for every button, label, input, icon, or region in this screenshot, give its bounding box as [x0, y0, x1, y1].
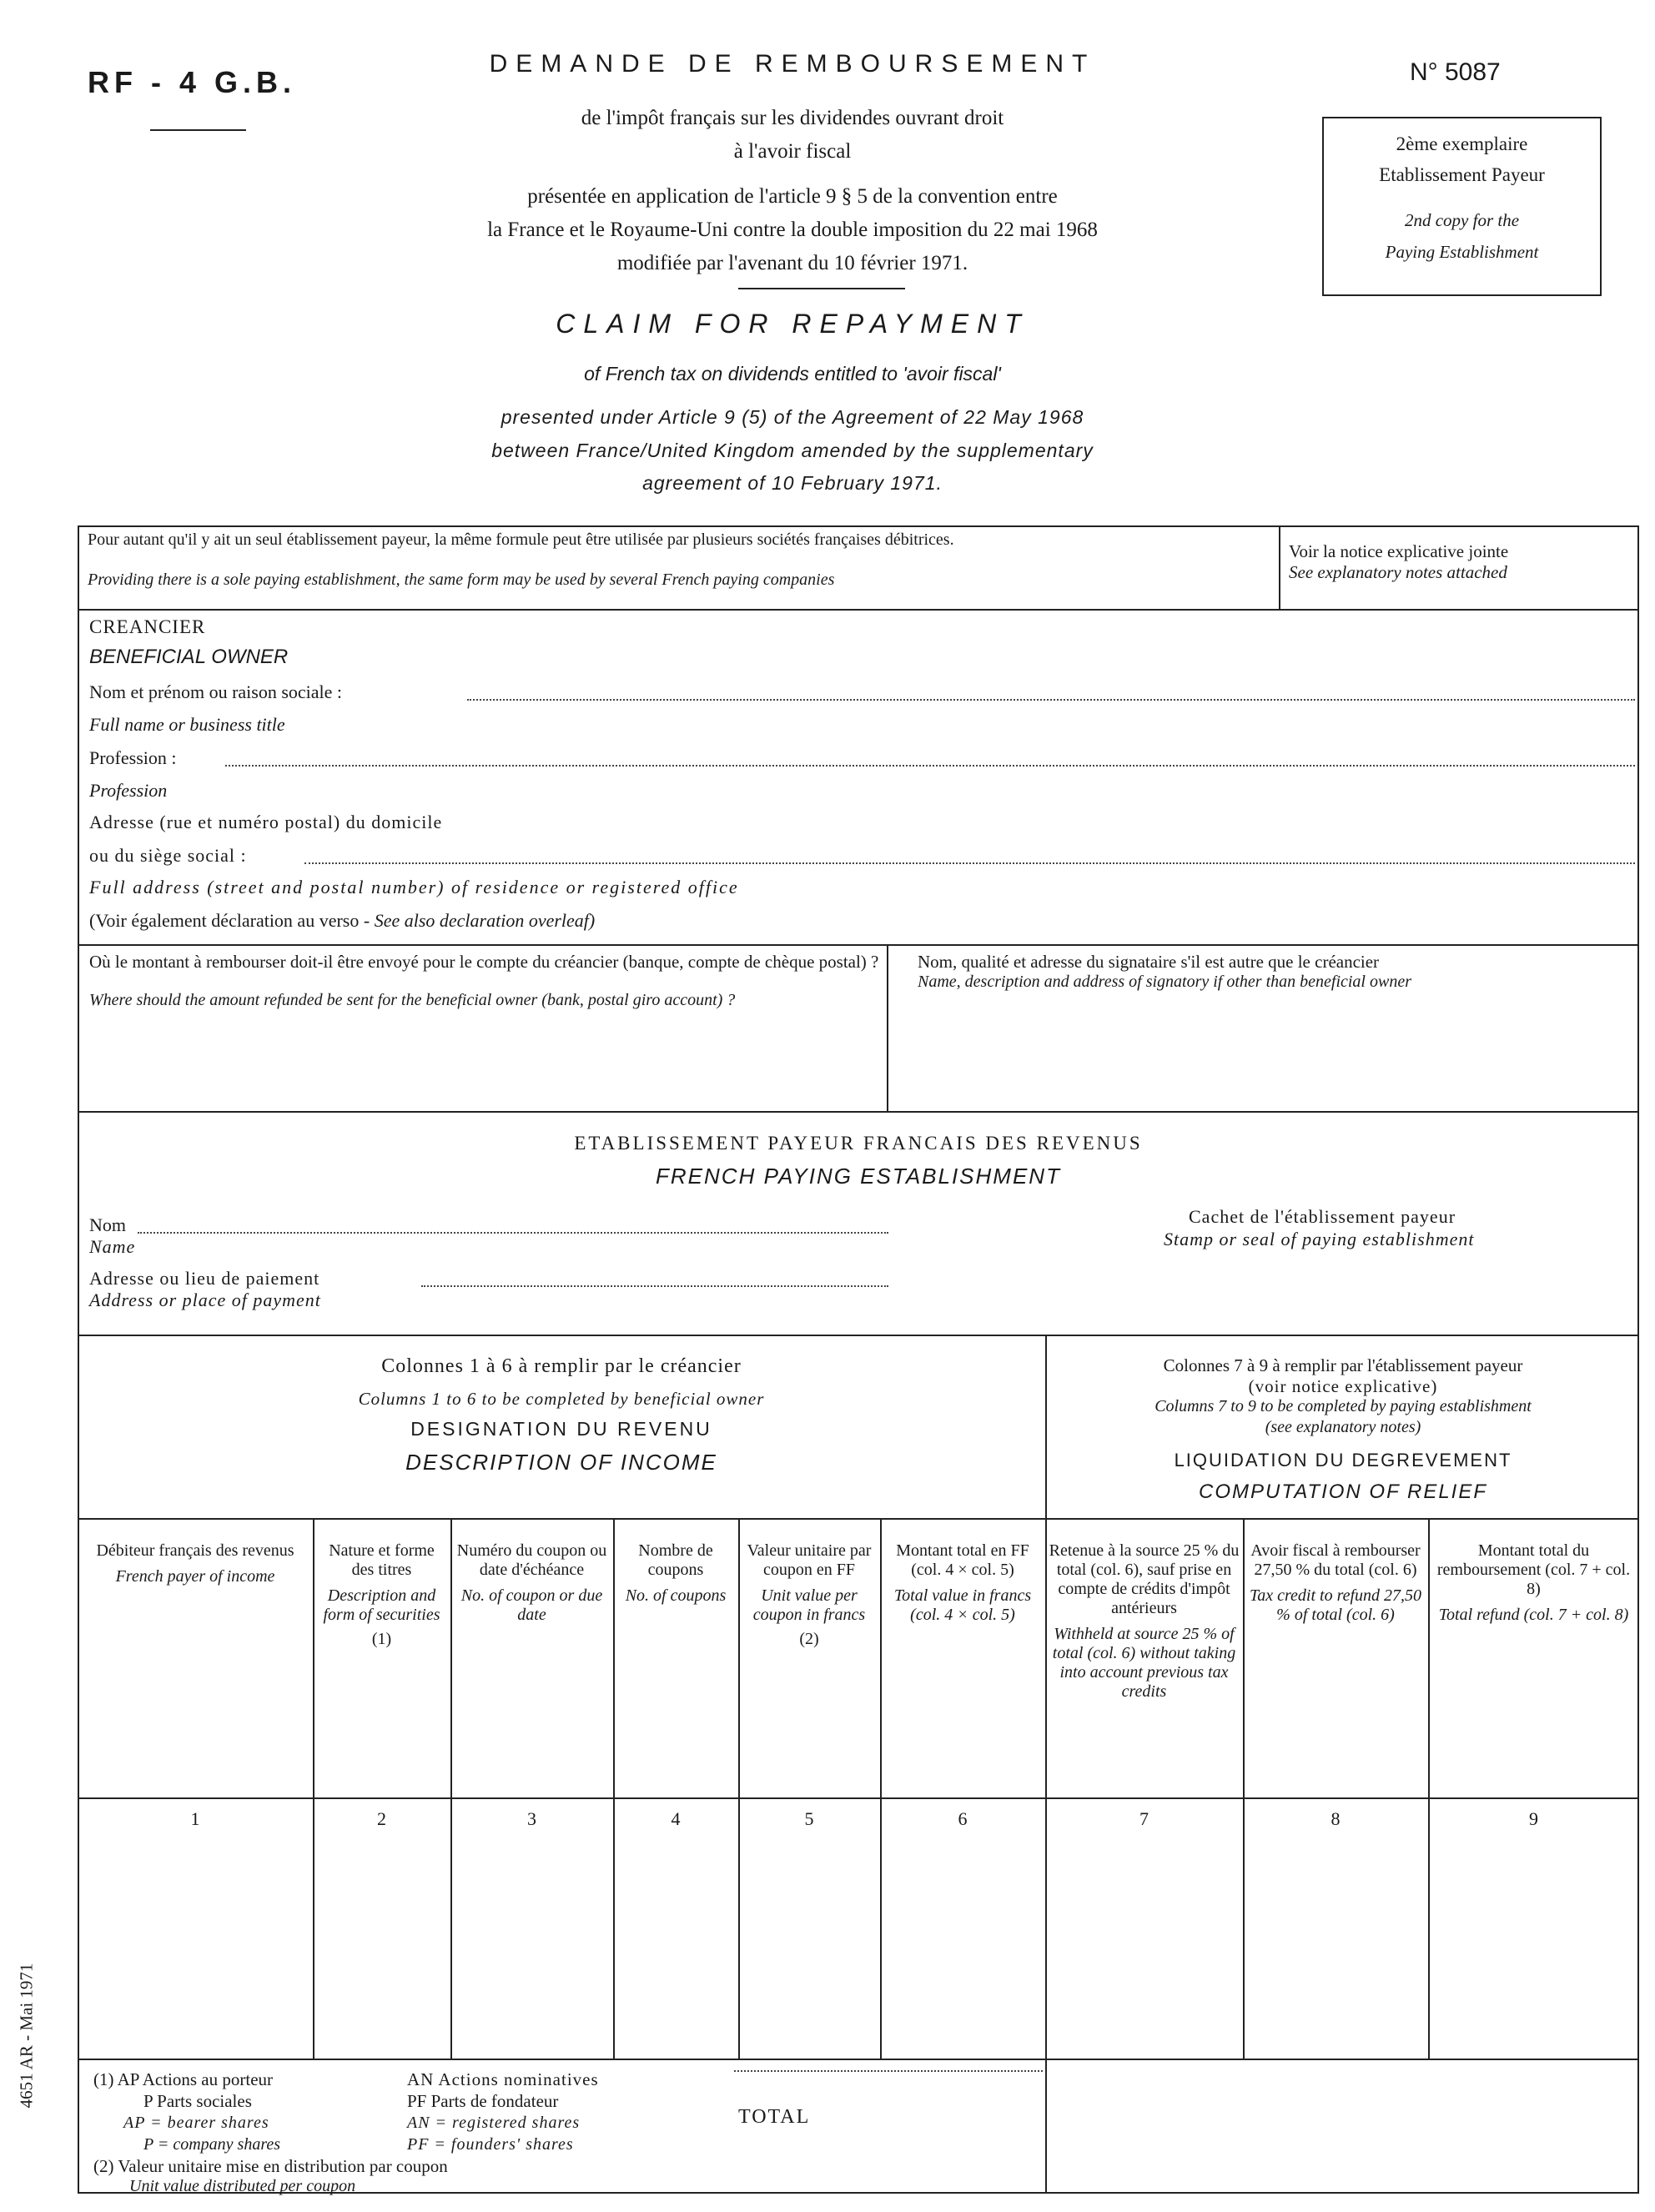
creditor-name-label: Nom et prénom ou raison sociale :	[89, 681, 343, 702]
creditor-bottom-line	[78, 944, 1639, 946]
table-col-header-fr: Avoir fiscal à rembourser 27,50 % du total (col. 6)	[1250, 1541, 1421, 1579]
table-col-header-en: Withheld at source 25 % of total (col. 6) without taking into account previous tax credits	[1052, 1625, 1236, 1701]
creditor-see-also	[89, 909, 595, 932]
table-col-header	[78, 1541, 313, 1586]
total-field[interactable]	[734, 2070, 1043, 2072]
creditor-profession-label-en: Profession	[89, 780, 168, 801]
columns-right-en1: Columns 7 to 9 to be completed by paying establishment	[1154, 1397, 1532, 1415]
columns-left-en: Columns 1 to 6 to be completed by beneficial owner	[358, 1389, 765, 1409]
form-code: RF - 4 G.B.	[88, 65, 297, 99]
establishment-title-en: FRENCH PAYING ESTABLISHMENT	[656, 1164, 1061, 1189]
creditor-profession-label: Profession :	[89, 747, 177, 768]
refund-answer-area[interactable]	[81, 1043, 882, 1108]
table-col-header-note: (2)	[799, 1630, 819, 1648]
notice-side-en: See explanatory notes attached	[1289, 562, 1507, 582]
header-fr-line-5: modifiée par l'avenant du 10 février 1971.	[616, 252, 968, 274]
table-col-entry[interactable]	[1431, 1835, 1637, 2056]
copy-box-en1: 2nd copy for the	[1404, 210, 1520, 230]
notice-bottom-line	[78, 609, 1639, 611]
creditor-name-field[interactable]	[467, 699, 1635, 701]
table-col-entry[interactable]	[616, 1835, 736, 2056]
table-col-header-en: Total refund (col. 7 + col. 8)	[1438, 1606, 1629, 1624]
establishment-stamp-area[interactable]	[1151, 1251, 1627, 1326]
table-col-header	[313, 1541, 450, 1649]
establishment-address-label: Adresse ou lieu de paiement	[89, 1268, 320, 1289]
header-divider	[738, 288, 905, 289]
header-en-line-1: of French tax on dividends entitled to 'avoir fiscal'	[584, 363, 1001, 385]
table-col-header-en: Description and form of securities	[323, 1586, 440, 1624]
establishment-title-fr: ETABLISSEMENT PAYEUR FRANCAIS DES REVENUS	[574, 1133, 1143, 1154]
signatory-answer-area[interactable]	[891, 1043, 1633, 1108]
table-col-header-en: Unit value per coupon in francs	[752, 1586, 866, 1624]
footer-divider	[1045, 2059, 1047, 2194]
refund-divider	[887, 944, 888, 1111]
table-col-number: 2	[377, 1808, 386, 1829]
creditor-address-label-en: Full address (street and postal number) of residence or registered office	[89, 877, 739, 897]
establishment-name-label-en: Name	[89, 1236, 136, 1257]
table-col-header	[450, 1541, 613, 1625]
establishment-stamp-fr: Cachet de l'établissement payeur	[1189, 1206, 1456, 1227]
table-col-number: 1	[190, 1808, 200, 1829]
refund-en: Where should the amount refunded be sent for the beneficial owner (bank, postal giro account) ?	[89, 991, 736, 1009]
columns-right-title-en: COMPUTATION OF RELIEF	[1198, 1481, 1488, 1503]
header-fr-line-4: la France et le Royaume-Uni contre la double imposition du 22 mai 1968	[487, 219, 1098, 241]
notice-en: Providing there is a sole paying establishment, the same form may be used by several French paying companies	[88, 571, 835, 589]
creditor-title-en: BENEFICIAL OWNER	[89, 646, 289, 668]
table-col-number: 3	[527, 1808, 536, 1829]
table-col-header-fr: Numéro du coupon ou date d'échéance	[456, 1541, 607, 1579]
total-label: TOTAL	[738, 2106, 811, 2128]
refund-fr: Où le montant à rembourser doit-il être envoyé pour le compte du créancier (banque, compte de chèque postal) ?	[89, 952, 879, 972]
table-col-entry[interactable]	[883, 1835, 1043, 2056]
copy-box	[1322, 117, 1602, 296]
table-col-header-fr: Nature et forme des titres	[329, 1541, 435, 1579]
columns-left-title-fr: DESIGNATION DU REVENU	[410, 1418, 712, 1440]
table-col-header	[613, 1541, 738, 1606]
creditor-title-fr: CREANCIER	[89, 616, 206, 637]
columns-header-bottom-line	[78, 1518, 1639, 1520]
creditor-address-label-1: Adresse (rue et numéro postal) du domicile	[89, 812, 443, 832]
columns-right-fr2: (voir notice explicative)	[1248, 1376, 1438, 1396]
footnote-3: AP = bearer shares	[123, 2114, 269, 2132]
signatory-en: Name, description and address of signatory if other than beneficial owner	[918, 973, 1411, 991]
table-col-header-en: Tax credit to refund 27,50 % of total (col. 6)	[1249, 1586, 1422, 1624]
notice-fr: Pour autant qu'il y ait un seul établissement payeur, la même formule peut être utilisée par plusieurs sociétés françaises débitrices.	[88, 530, 954, 549]
establishment-stamp-en: Stamp or seal of paying establishment	[1164, 1229, 1475, 1249]
table-col-entry[interactable]	[1048, 1835, 1240, 2056]
notice-divider	[1279, 525, 1280, 609]
creditor-address-field[interactable]	[304, 862, 1635, 864]
side-print: 4651 AR - Mai 1971	[16, 1963, 37, 2109]
table-col-header-fr: Retenue à la source 25 % du total (col. 6), sauf prise en compte de crédits d'impôt antérieurs	[1049, 1541, 1240, 1617]
table-col-number: 8	[1331, 1808, 1341, 1829]
header-fr-line-2: à l'avoir fiscal	[733, 140, 852, 163]
table-col-number: 9	[1529, 1808, 1538, 1829]
table-col-entry[interactable]	[453, 1835, 611, 2056]
table-col-number: 5	[804, 1808, 814, 1829]
footnote-5: (2) Valeur unitaire mise en distribution par coupon	[93, 2156, 448, 2176]
copy-box-fr2: Etablissement Payeur	[1379, 164, 1545, 185]
establishment-address-label-en: Address or place of payment	[89, 1289, 321, 1310]
header-en-line-4: agreement of 10 February 1971.	[642, 472, 943, 494]
establishment-address-field[interactable]	[421, 1285, 888, 1287]
notice-side-fr: Voir la notice explicative jointe	[1289, 541, 1509, 561]
table-col-entry[interactable]	[1245, 1835, 1426, 2056]
title-fr: DEMANDE DE REMBOURSEMENT	[489, 50, 1096, 78]
header-en-line-2: presented under Article 9 (5) of the Agreement of 22 May 1968	[501, 406, 1084, 428]
establishment-name-label: Nom	[89, 1214, 126, 1235]
table-header-bottom-line	[78, 1797, 1639, 1799]
creditor-profession-field[interactable]	[225, 765, 1635, 767]
columns-left-title-en: DESCRIPTION OF INCOME	[405, 1450, 717, 1475]
header-fr-line-3: présentée en application de l'article 9 § 5 de la convention entre	[527, 185, 1058, 208]
copy-box-en2: Paying Establishment	[1385, 242, 1539, 262]
title-en: CLAIM FOR REPAYMENT	[556, 309, 1029, 339]
table-col-entry[interactable]	[80, 1835, 310, 2056]
establishment-name-field[interactable]	[138, 1232, 888, 1234]
table-body-bottom-line	[78, 2059, 1639, 2060]
creditor-address-label-2: ou du siège social :	[89, 845, 247, 866]
table-col-header-en: Total value in francs (col. 4 × col. 5)	[893, 1586, 1032, 1624]
table-col-header-en: No. of coupon or due date	[460, 1586, 603, 1624]
table-col-number: 7	[1139, 1808, 1149, 1829]
creditor-name-label-en: Full name or business title	[89, 714, 285, 735]
table-col-header-fr: Montant total du remboursement (col. 7 + col. 8)	[1436, 1541, 1631, 1598]
footnote-3-right: AN = registered shares	[407, 2114, 581, 2132]
table-col-number: 6	[958, 1808, 968, 1829]
creditor-see-also-en: See also declaration overleaf)	[374, 910, 596, 931]
columns-right-fr1: Colonnes 7 à 9 à remplir par l'établissement payeur	[1163, 1355, 1523, 1375]
establishment-bottom-line	[78, 1335, 1639, 1336]
table-col-header-en: French payer of income	[115, 1567, 275, 1586]
columns-right-en2: (see explanatory notes)	[1265, 1418, 1421, 1436]
form-number: N° 5087	[1410, 58, 1501, 86]
creditor-see-also-fr: (Voir également déclaration au verso -	[89, 910, 375, 931]
footnote-6: Unit value distributed per coupon	[129, 2177, 356, 2195]
table-col-header	[1428, 1541, 1639, 1625]
table-col-header-en: No. of coupons	[625, 1586, 727, 1605]
footnote-1-right: AN Actions nominatives	[407, 2069, 599, 2089]
header-fr-line-1: de l'impôt français sur les dividendes ouvrant droit	[581, 107, 1004, 129]
table-col-number: 4	[671, 1808, 681, 1829]
footnote-1: (1) AP Actions au porteur	[93, 2069, 274, 2089]
table-col-entry[interactable]	[315, 1835, 448, 2056]
table-col-header	[1045, 1541, 1243, 1702]
columns-right-title-fr: LIQUIDATION DU DEGREVEMENT	[1174, 1450, 1512, 1470]
footnote-2: P Parts sociales	[143, 2091, 252, 2111]
table-col-header	[1243, 1541, 1428, 1625]
copy-box-fr1: 2ème exemplaire	[1396, 133, 1528, 154]
table-col-header-fr: Montant total en FF (col. 4 × col. 5)	[896, 1541, 1029, 1579]
form-code-underline	[150, 129, 246, 131]
footnote-4: P = company shares	[143, 2135, 281, 2154]
columns-left-fr: Colonnes 1 à 6 à remplir par le créancier	[381, 1355, 742, 1377]
table-col-header-fr: Nombre de coupons	[638, 1541, 713, 1579]
table-col-entry[interactable]	[741, 1835, 878, 2056]
table-col-header	[738, 1541, 880, 1649]
table-col-header-note: (1)	[371, 1630, 392, 1648]
signatory-fr: Nom, qualité et adresse du signataire s'il est autre que le créancier	[918, 952, 1380, 972]
footnote-4-right: PF = founders' shares	[407, 2135, 574, 2154]
table-col-header	[880, 1541, 1045, 1625]
footnote-2-right: PF Parts de fondateur	[407, 2091, 559, 2111]
refund-bottom-line	[78, 1111, 1639, 1113]
table-col-header-fr: Débiteur français des revenus	[96, 1541, 294, 1560]
table-col-header-fr: Valeur unitaire par coupon en FF	[747, 1541, 872, 1579]
header-en-line-3: between France/United Kingdom amended by the supplementary	[491, 440, 1094, 461]
